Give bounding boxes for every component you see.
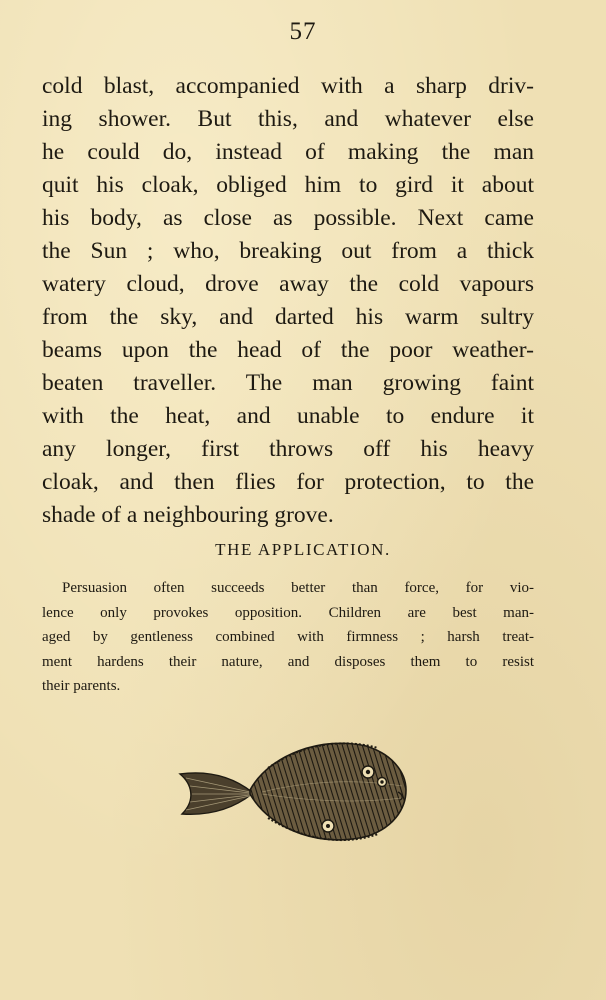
text-line: cold blast, accompanied with a sharp driv- <box>42 73 534 99</box>
page-number: 57 <box>289 18 317 45</box>
text-line: the Sun ; who, breaking out from a thick <box>42 238 534 264</box>
flatfish-woodcut-icon <box>172 728 412 858</box>
text-line: his body, as close as possible. Next came <box>42 205 534 231</box>
moral-line: Persuasion often succeeds better than force, for vio- <box>62 580 534 596</box>
moral-line: ment hardens their nature, and disposes them to resist <box>42 653 534 670</box>
text-line: with the heat, and unable to endure it <box>42 403 534 429</box>
moral-line: aged by gentleness combined with firmness ; harsh treat- <box>42 629 534 645</box>
text-line: beams upon the head of the poor weather- <box>42 337 534 363</box>
text-line: cloak, and then flies for protection, to the <box>42 469 534 495</box>
text-line: beaten traveller. The man growing faint <box>42 370 534 396</box>
moral-line: their parents. <box>42 678 121 694</box>
text-line: any longer, first throws off his heavy <box>42 436 534 462</box>
text-line: ing shower. But this, and whatever else <box>42 106 534 132</box>
text-line: quit his cloak, obliged him to gird it about <box>42 172 534 198</box>
application-heading: THE APPLICATION. <box>215 540 391 559</box>
text-line: he could do, instead of making the man <box>42 139 534 165</box>
text-line: shade of a neighbouring grove. <box>42 502 334 528</box>
text-line: watery cloud, drove away the cold vapours <box>42 271 534 297</box>
moral-line: lence only provokes opposition. Children are best man- <box>42 604 534 621</box>
fable-text <box>42 70 534 532</box>
application-text <box>42 576 534 699</box>
text-line: from the sky, and darted his warm sultry <box>42 304 534 330</box>
